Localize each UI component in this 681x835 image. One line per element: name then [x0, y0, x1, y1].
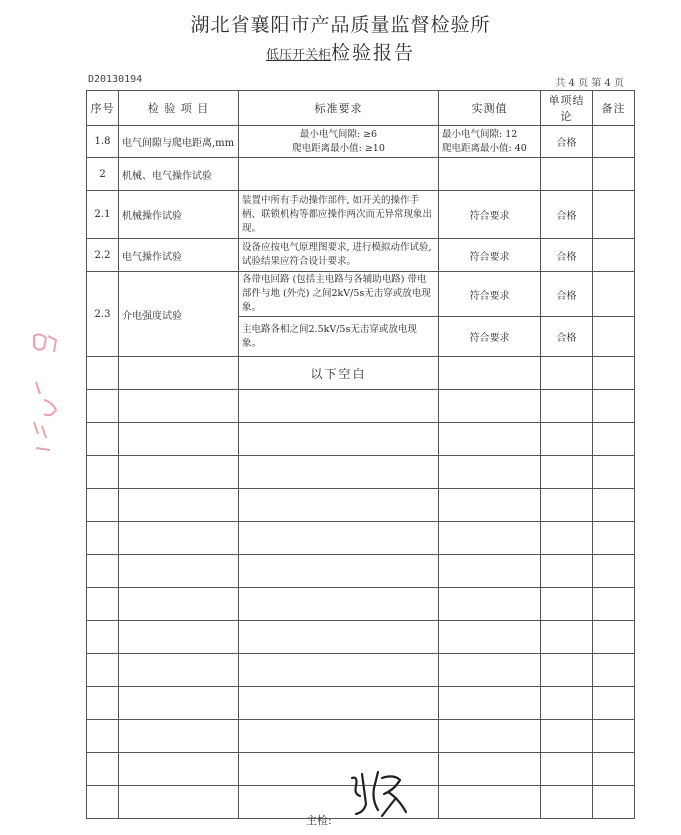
table-row — [87, 272, 635, 317]
col-header-measured: 实测值 — [439, 91, 541, 126]
row-item: 电气间隙与爬电距离,mm — [119, 126, 239, 158]
row-item: 电气操作试验 — [119, 239, 239, 272]
report-title: 湖北省襄阳市产品质量监督检验所 — [190, 14, 491, 36]
table-row-empty — [87, 720, 635, 753]
table-row — [87, 126, 635, 158]
row-measured: 最小电气间隙: 12 爬电距离最小值: 40 — [439, 126, 541, 158]
table-row-empty — [87, 390, 635, 423]
table-row — [87, 191, 635, 239]
table-row-blank-note — [87, 357, 635, 390]
table-row-empty — [87, 654, 635, 687]
row-measured: 符合要求 — [439, 317, 541, 357]
row-no: 1.8 — [87, 126, 119, 158]
col-header-standard: 标准要求 — [239, 91, 439, 126]
row-result — [541, 158, 593, 191]
table-row — [87, 239, 635, 272]
table-header-row — [87, 91, 635, 126]
row-measured — [439, 158, 541, 191]
table-row — [87, 158, 635, 191]
col-header-result: 单项结论 — [541, 91, 593, 126]
row-standard: 各带电回路 (包括主电路与各辅助电路) 带电部件与地 (外壳) 之间2kV/5s无击穿或放电现象。 — [239, 272, 439, 317]
report-subtitle — [0, 38, 681, 65]
row-measured: 符合要求 — [439, 272, 541, 317]
row-item: 机械操作试验 — [119, 191, 239, 239]
row-standard: 最小电气间隙: ≥6 爬电距离最小值: ≥10 — [239, 126, 439, 158]
row-no: 2.2 — [87, 239, 119, 272]
row-result: 合格 — [541, 272, 593, 317]
table-row-empty — [87, 588, 635, 621]
table-row-empty — [87, 687, 635, 720]
row-remark — [593, 272, 635, 317]
signature-image — [344, 768, 424, 824]
row-standard: 设备应按电气原理图要求, 进行模拟动作试验, 试验结果应符合设计要求。 — [239, 239, 439, 272]
table-row-empty — [87, 522, 635, 555]
product-name: 低压开关柜 — [265, 48, 331, 63]
row-result: 合格 — [541, 126, 593, 158]
row-remark — [593, 126, 635, 158]
row-no: 2 — [87, 158, 119, 191]
seal-stamp — [30, 330, 62, 460]
blank-note: 以下空白 — [239, 357, 439, 390]
row-result: 合格 — [541, 239, 593, 272]
document-number: D20130194 — [88, 74, 143, 85]
row-standard: 装置中所有手动操作部件, 如开关的操作手柄、联锁机构等都应操作两次而无异常现象出现。 — [239, 191, 439, 239]
table-row-empty — [87, 489, 635, 522]
row-no: 2.3 — [87, 272, 119, 357]
row-item: 机械、电气操作试验 — [119, 158, 239, 191]
inspector-signoff — [292, 768, 512, 828]
inspection-table — [86, 90, 635, 819]
row-standard: 主电路各相之间2.5kV/5s无击穿或放电现象。 — [239, 317, 439, 357]
report-type: 检验报告 — [331, 42, 416, 64]
row-remark — [593, 191, 635, 239]
row-measured: 符合要求 — [439, 191, 541, 239]
col-header-no: 序号 — [87, 91, 119, 126]
row-standard — [239, 158, 439, 191]
row-remark — [593, 239, 635, 272]
table-row-empty — [87, 456, 635, 489]
row-remark — [593, 317, 635, 357]
table-row-empty — [87, 555, 635, 588]
row-measured: 符合要求 — [439, 239, 541, 272]
table-row-empty — [87, 423, 635, 456]
col-header-item: 检 验 项 目 — [119, 91, 239, 126]
inspector-label: 主检: — [306, 814, 332, 827]
col-header-remark: 备注 — [593, 91, 635, 126]
row-remark — [593, 158, 635, 191]
page-info: 共 4 页 第 4 页 — [555, 78, 624, 89]
row-item: 介电强度试验 — [119, 272, 239, 357]
table-row-empty — [87, 621, 635, 654]
row-no: 2.1 — [87, 191, 119, 239]
row-result: 合格 — [541, 317, 593, 357]
row-result: 合格 — [541, 191, 593, 239]
